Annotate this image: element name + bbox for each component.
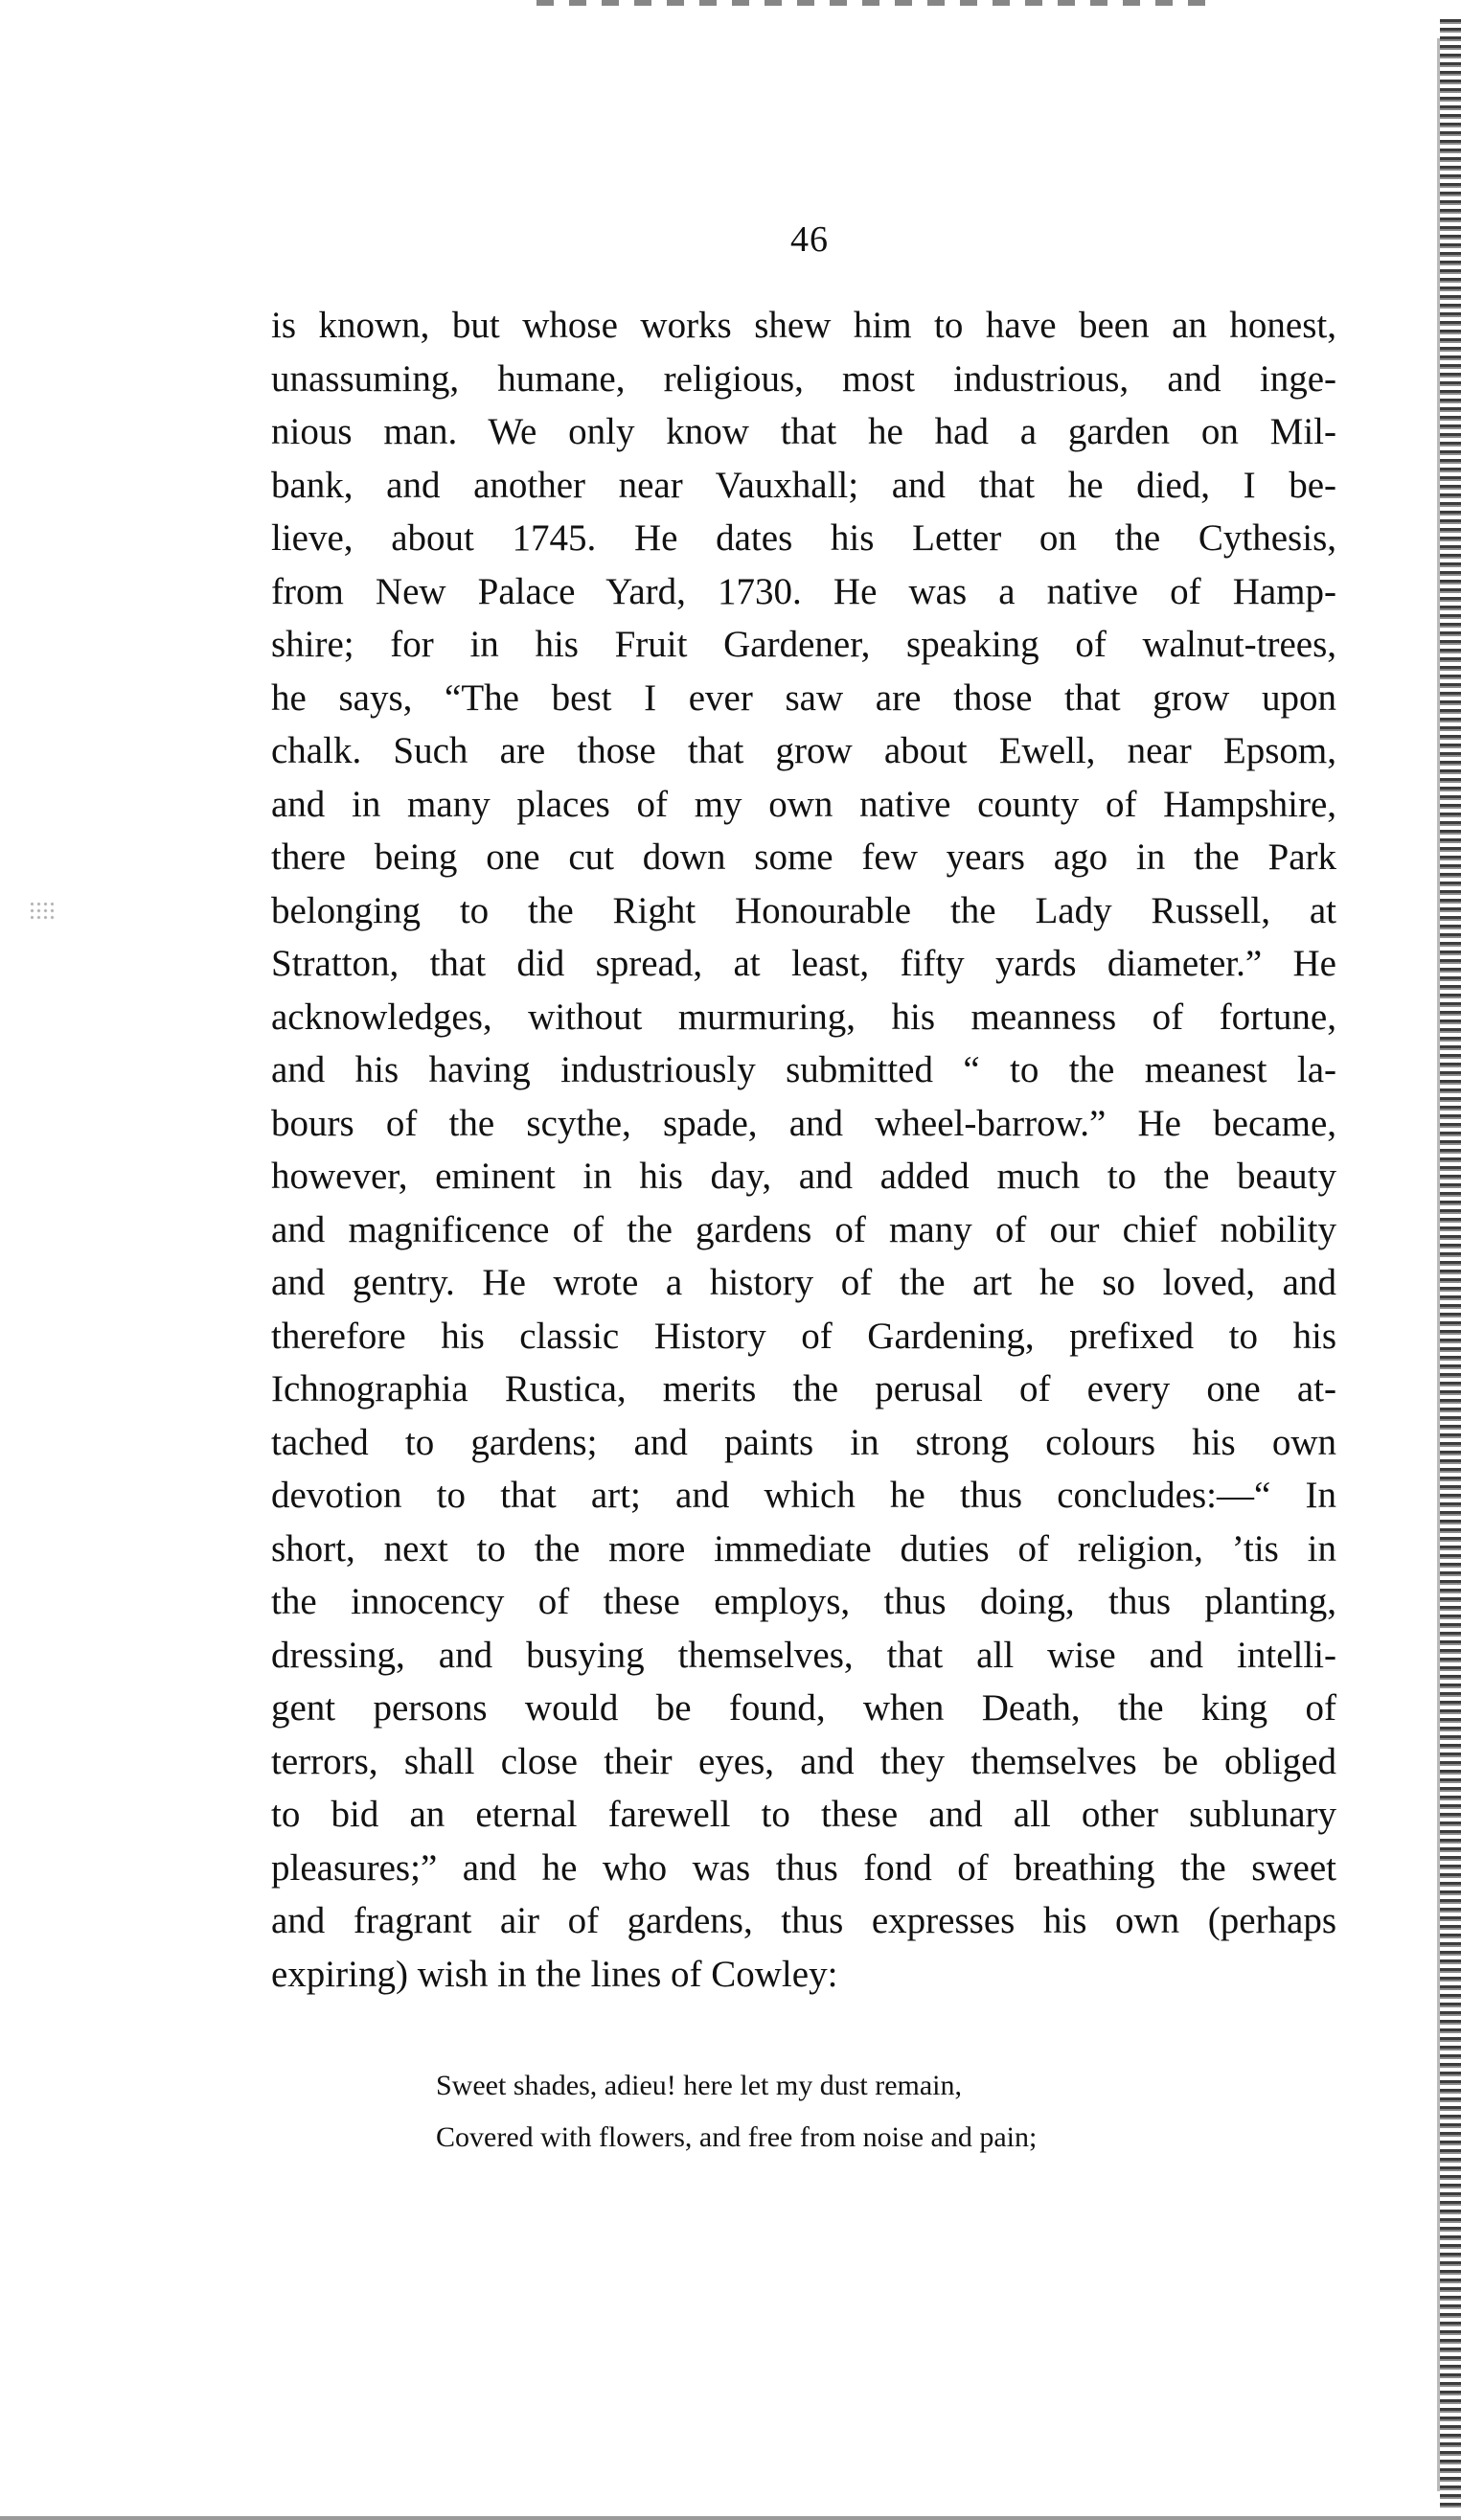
text-line: and in many places of my own native county of Hampshire, (271, 783, 1336, 825)
verse-line: Covered with flowers, and free from noise and pain; (436, 2121, 1038, 2153)
text-line: unassuming, humane, religious, most industrious, and inge- (271, 357, 1336, 400)
text-line: acknowledges, without murmuring, his meanness of fortune, (271, 996, 1336, 1038)
text-line: chalk. Such are those that grow about Ewell, near Epsom, (271, 730, 1336, 771)
text-line: devotion to that art; and which he thus concludes:—“ In (271, 1475, 1336, 1516)
text-line: and his having industriously submitted “ to the meanest la- (271, 1049, 1336, 1090)
text-line: there being one cut down some few years ago in the Park (271, 836, 1336, 878)
text-line: terrors, shall close their eyes, and they themselves be obliged (271, 1740, 1336, 1782)
text-line: to bid an eternal farewell to these and all other sublunary (271, 1794, 1336, 1835)
text-line: Ichnographia Rustica, merits the perusal of every one at- (271, 1368, 1336, 1409)
text-line: from New Palace Yard, 1730. He was a native of Hamp- (271, 570, 1336, 612)
text-line: therefore his classic History of Gardening, prefixed to his (271, 1315, 1336, 1357)
verse-quote (436, 2060, 1221, 2164)
verse-line: Sweet shades, adieu! here let my dust remain, (436, 2070, 962, 2101)
text-line: expiring) wish in the lines of Cowley: (271, 1953, 838, 1995)
scan-edge-bottom (0, 2516, 1461, 2520)
scan-edge-right (1440, 19, 1461, 2510)
text-line: the innocency of these employs, thus doing, thus planting, (271, 1581, 1336, 1622)
stray-mark (29, 901, 56, 922)
text-line: bours of the scythe, spade, and wheel-barrow.” He became, (271, 1102, 1336, 1144)
text-line: and magnificence of the gardens of many of our chief nobility (271, 1208, 1336, 1250)
text-line: short, next to the more immediate duties of religion, ’tis in (271, 1527, 1336, 1569)
text-line: and gentry. He wrote a history of the art he so loved, and (271, 1262, 1336, 1303)
text-line: is known, but whose works shew him to have been an honest, (271, 305, 1336, 346)
text-line: and fragrant air of gardens, thus expresses his own (perhaps (271, 1900, 1336, 1941)
text-line: gent persons would be found, when Death, the king of (271, 1687, 1336, 1729)
text-line: he says, “The best I ever saw are those that grow upon (271, 676, 1336, 719)
text-line: dressing, and busying themselves, that all wise and intelli- (271, 1634, 1336, 1676)
scan-edge-top (536, 0, 1207, 6)
text-line: Stratton, that did spread, at least, fifty yards diameter.” He (271, 943, 1336, 984)
body-text (271, 299, 1336, 2001)
text-line: nious man. We only know that he had a garden on Mil- (271, 411, 1336, 452)
text-line: lieve, about 1745. He dates his Letter on the Cythesis, (271, 517, 1336, 559)
page-number: 46 (790, 219, 829, 260)
text-line: belonging to the Right Honourable the Lady Russell, at (271, 889, 1336, 931)
text-line: bank, and another near Vauxhall; and that he died, I be- (271, 464, 1336, 506)
text-line: pleasures;” and he who was thus fond of breathing the sweet (271, 1846, 1336, 1889)
text-line: tached to gardens; and paints in strong colours his own (271, 1421, 1336, 1463)
text-line: shire; for in his Fruit Gardener, speaking of walnut-trees, (271, 624, 1336, 665)
text-line: however, eminent in his day, and added much to the beauty (271, 1156, 1336, 1197)
